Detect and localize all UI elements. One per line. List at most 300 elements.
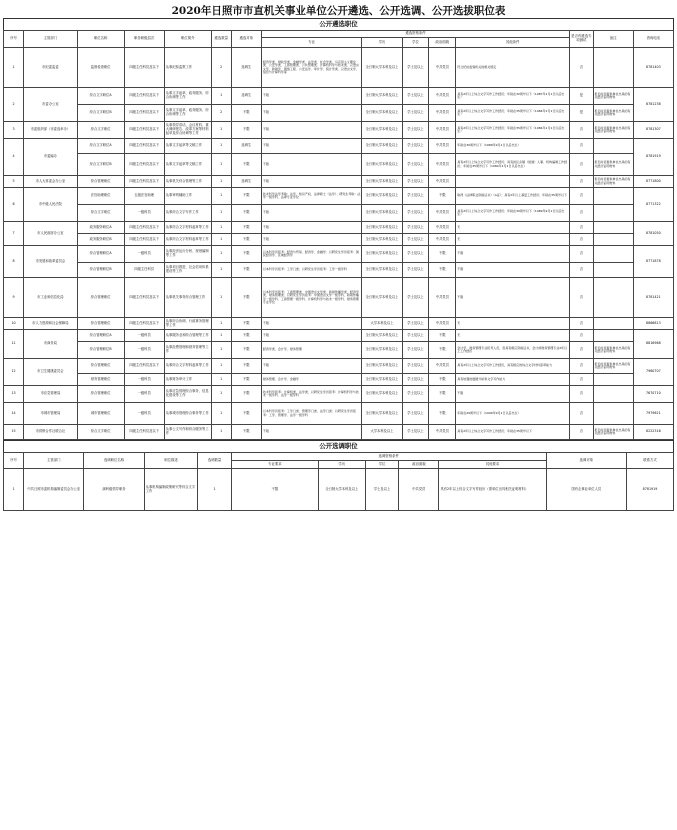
row-level: 四级主任科员及以下 (124, 176, 164, 188)
row-major: 不限 (261, 425, 362, 440)
row-count: 1 (211, 342, 231, 359)
row-degree: 学士及以上 (402, 246, 429, 263)
row-exam: 否 (570, 330, 593, 342)
row-count: 1 (211, 154, 231, 176)
row-other: 具有2年以上综合文字写作工作经历；年龄在35周岁以下（1984年1月1日以后出生） (456, 122, 570, 139)
row-political: 中共党员 (429, 105, 456, 122)
row-dept: 市应急管理局 (24, 386, 78, 403)
row-phone: 7979621 (633, 403, 673, 425)
row-edu: 全日制大学本科及以上 (362, 105, 402, 122)
row-exam: 否 (570, 342, 593, 359)
row-phone: 8781919 (633, 139, 673, 176)
row-dept: 市供销合作社联合社 (24, 425, 78, 440)
row-count: 1 (211, 246, 231, 263)
row-note: 报名时需提供单位出具的有关经历证明材料 (593, 122, 633, 139)
row-major: 不限 (261, 88, 362, 105)
row-political: 不限 (429, 263, 456, 278)
row-major: 经济学类、会计学、财务管理 (261, 342, 362, 359)
row-edu: 全日制大学本科及以上 (362, 188, 402, 205)
row-count: 1 (211, 222, 231, 234)
selection-table (3, 30, 674, 440)
row-edu: 全日制大学本科及以上 (362, 139, 402, 154)
row-count: 1 (211, 122, 231, 139)
row-note: 报名时需提供单位出具的有关经历证明材料 (593, 154, 633, 176)
row-count: 1 (211, 205, 231, 222)
row-political: 不限 (429, 246, 456, 263)
row-intro: 从事机关事务综合管理工作 (164, 278, 211, 318)
row-edu: 全日制大学本科及以上 (362, 263, 402, 278)
row-note (593, 318, 633, 330)
row-major: 不限 (261, 359, 362, 374)
row-level: 四级主任科员及以下 (124, 139, 164, 154)
t2-header-intro: 职位描述 (144, 453, 198, 469)
row-level: 四级主任科员及以下 (124, 425, 164, 440)
row-political: 中共党员 (429, 278, 456, 318)
row-note (593, 374, 633, 386)
table-row (4, 222, 674, 234)
header-position: 职位名称 (77, 31, 124, 48)
row-level: 四级主任科员及以下 (124, 359, 164, 374)
row-phone: 7960707 (633, 359, 673, 386)
row-level: 一级科员 (124, 374, 164, 386)
section-title-transfer: 公开选调职位 (3, 440, 674, 452)
row-level: 一级科员 (124, 205, 164, 222)
row-exam: 否 (570, 122, 593, 139)
row-edu: 全日制大学本科及以上 (362, 246, 402, 263)
row-level: 四级主任科员及以下 (124, 48, 164, 88)
row-political: 中共党员 (429, 139, 456, 154)
row-phone: 8866813 (633, 318, 673, 330)
row-object: 不限 (231, 222, 261, 234)
header-edu: 学历 (362, 38, 402, 48)
row-other: 具有较强的数据分析和文字写作能力 (456, 374, 570, 386)
row-phone: 8781421 (633, 278, 673, 318)
row-object: 不限 (231, 374, 261, 386)
row-dept: 市城市管理局 (24, 403, 78, 425)
row-dept: 市委组织部（市委选举办） (24, 122, 78, 139)
row-position: 综合管理职位 (77, 176, 124, 188)
row-no: 7 (4, 222, 24, 246)
row-other: 无 (456, 318, 570, 330)
row-intro: 从事公文写作和综合服务等工作 (164, 425, 211, 440)
row-intro: 从事文字起草、政务服务、综合协调等工作 (164, 105, 211, 122)
row-edu: 大学本科及以上 (362, 425, 402, 440)
row-intro: 从事综合文字材料起草等工作 (164, 222, 211, 234)
row-dept: 市中级人民法院 (24, 188, 78, 222)
row-other: 无 (456, 330, 570, 342)
header-other: 其他条件 (456, 38, 570, 48)
row-no: 10 (4, 318, 24, 330)
table-row (4, 176, 674, 188)
row-dept: 市委办公室 (24, 88, 78, 122)
row-exam: 否 (570, 188, 593, 205)
header-count: 遴选数量 (211, 31, 231, 48)
row-no: 3 (4, 122, 24, 139)
row-position: 法官助理职位 (77, 188, 124, 205)
row-dept: 市人力资源和社会保障局 (24, 318, 78, 330)
row-phone: 7670710 (633, 386, 673, 403)
row-phone: 8771800 (633, 176, 673, 188)
row-level: 一级科员 (124, 386, 164, 403)
row-other: 具有2年以上综合文字写作工作经历，具有相应的综合文字材料起草能力 (456, 359, 570, 374)
t2-row-edu: 全日制大学本科及以上 (318, 469, 365, 511)
row-major: 不限 (261, 234, 362, 246)
row-object: 不限 (231, 246, 261, 263)
row-exam: 否 (570, 234, 593, 246)
t2-header-phone: 联系方式 (627, 453, 674, 469)
row-position: 综合管理职位A (77, 330, 124, 342)
t2-header-conditions: 选调资格条件 (231, 453, 546, 461)
row-major: 不限 (261, 122, 362, 139)
row-object: 不限 (231, 386, 261, 403)
table-row (4, 374, 674, 386)
row-dept: 市纪委监委 (24, 48, 78, 88)
row-position: 综合文字职位B (77, 105, 124, 122)
t2-row-no: 1 (4, 469, 24, 511)
row-other: 符合纪检监察机关的相关规定 (456, 48, 570, 88)
row-major: 技术科学报考：计算机类、法学类；以研究生学历报考：计算机科学与技术一级学科、法学一级学科 (261, 386, 362, 403)
row-object: 不限 (231, 403, 261, 425)
row-degree: 学士及以上 (402, 48, 429, 88)
row-position: 监督检查职位 (77, 48, 124, 88)
row-no: 14 (4, 403, 24, 425)
row-level: 五级法官助理 (124, 188, 164, 205)
t2-header-dept: 主管部门 (24, 453, 84, 469)
row-position: 综合文字职位 (77, 205, 124, 222)
t2-row-count: 1 (198, 469, 232, 511)
row-object: 不限 (231, 342, 261, 359)
row-note (593, 234, 633, 246)
row-count: 1 (211, 278, 231, 318)
row-other: 不限 (456, 278, 570, 318)
row-degree: 学士及以上 (402, 359, 429, 374)
row-count: 1 (211, 403, 231, 425)
row-position: 综合管理职位 (77, 359, 124, 374)
row-object: 不限 (231, 263, 261, 278)
row-major: 不限 (261, 139, 362, 154)
row-political: 不限 (429, 403, 456, 425)
row-major: 不限 (261, 205, 362, 222)
header-object: 遴选对象 (231, 31, 261, 48)
row-position: 综合文字职位 (77, 425, 124, 440)
row-degree: 学士及以上 (402, 403, 429, 425)
row-other: 年龄在30周岁以下（1989年9月1日以后出生） (456, 139, 570, 154)
row-intro: 从事综合文字材料起草等工作 (164, 359, 211, 374)
row-phone: 8771878 (633, 246, 673, 278)
t2-row-dept: 中共日照市委机构编制委员会办公室 (24, 469, 84, 511)
row-other: 具有2年以上综合文字写作工作经历；年龄在30周岁以下（1989年9月1日以后出生） (456, 205, 570, 222)
row-exam: 否 (570, 359, 593, 374)
t2-row-object: 国有企事业单位人员 (546, 469, 626, 511)
row-political: 不限 (429, 330, 456, 342)
row-edu: 大学本科及以上 (362, 318, 402, 330)
row-exam: 否 (570, 154, 593, 176)
row-no: 12 (4, 359, 24, 386)
row-object: 选调生 (231, 176, 261, 188)
row-no: 1 (4, 48, 24, 88)
row-other (456, 176, 570, 188)
table-row (4, 246, 674, 263)
row-edu: 全日制大学本科及以上 (362, 359, 402, 374)
row-position: 综合文字职位B (77, 154, 124, 176)
row-degree: 学士及以上 (402, 188, 429, 205)
row-exam: 否 (570, 205, 593, 222)
row-count: 1 (211, 88, 231, 105)
selection-table-body (4, 48, 674, 440)
row-note (593, 222, 633, 234)
row-level: 四级主任科员及以下 (124, 122, 164, 139)
row-level: 一级科员 (124, 403, 164, 425)
row-note: 报名时需提供单位出具的有关经历证明材料 (593, 105, 633, 122)
table-row (4, 48, 674, 88)
row-major: 经济学类、财政学类、金融学类、法学类、社会学类、马克思主义理论类、公安学类、工商管理类、公共管理类、计算机科学与技术类、汉语言文学、新闻学、网络工程、公安法学、审计学、统计学类、汉语言文学、信息与计算科学等 (261, 48, 362, 88)
row-degree: 学士及以上 (402, 105, 429, 122)
row-edu: 全日制大学本科及以上 (362, 386, 402, 403)
row-object: 不限 (231, 205, 261, 222)
t2-header-object: 选调对象 (546, 453, 626, 469)
row-edu: 全日制大学本科及以上 (362, 374, 402, 386)
row-intro: 从事纪检监察工作 (164, 48, 211, 88)
row-edu: 全日制大学本科及以上 (362, 234, 402, 246)
row-other: 具有2年以上综合文字写作工作经历；年龄在32周岁以下（1987年1月1日以后出生） (456, 88, 570, 105)
table-row (4, 188, 674, 205)
row-note (593, 139, 633, 154)
row-exam: 是 (570, 105, 593, 122)
row-object: 选调生 (231, 139, 261, 154)
row-dept: 市发展和改革委员会 (24, 246, 78, 278)
row-position: 政务服务职位A (77, 222, 124, 234)
row-no: 9 (4, 278, 24, 318)
row-edu: 全日制大学本科及以上 (362, 403, 402, 425)
table-row (4, 88, 674, 105)
transfer-table (3, 452, 674, 511)
row-political: 中共党员 (429, 122, 456, 139)
row-count: 1 (211, 425, 231, 440)
row-position: 综合文字职位A (77, 88, 124, 105)
row-level: 四级主任科员及以下 (124, 318, 164, 330)
t2-header-position: 选调职位名称 (84, 453, 144, 469)
row-political: 中共党员 (429, 234, 456, 246)
row-level: 一级科员 (124, 330, 164, 342)
row-level: 四级主任科员及以下 (124, 105, 164, 122)
table-row (4, 105, 674, 122)
row-major: 以本科学历报考：经济与贸易、经济学、金融学；以研究生学历报考：国民经济学、区域经济学 (261, 246, 362, 263)
row-degree: 学士及以上 (402, 330, 429, 342)
header-exam: 是否有遴选专项测试 (570, 31, 593, 48)
row-intro: 从事经济运行分析、规划编制等工作 (164, 246, 211, 263)
row-other: 会计学、财务管理专业报考人员，需具有相应资格证书，会计或财务管理专业2年以上工作经历 (456, 342, 570, 359)
row-degree: 学士及以上 (402, 278, 429, 318)
row-exam: 是 (570, 88, 593, 105)
row-count: 2 (211, 48, 231, 88)
row-exam: 否 (570, 318, 593, 330)
row-major: 不限 (261, 154, 362, 176)
table-row (4, 403, 674, 425)
row-degree: 学士及以上 (402, 425, 429, 440)
row-political: 中共党员 (429, 205, 456, 222)
row-political: 不限 (429, 374, 456, 386)
row-major: 不限 (261, 318, 362, 330)
header-conditions: 遴选资格条件 (261, 31, 569, 38)
row-phone: 8781238 (633, 88, 673, 122)
row-intro: 从事领导讲话、会议材料、重大调研报告、改革方案等材料起草及综合协调等工作 (164, 122, 211, 139)
row-edu: 全日制大学本科及以上 (362, 205, 402, 222)
row-count: 1 (211, 234, 231, 246)
row-political: 中共党员 (429, 222, 456, 234)
row-edu: 全日制大学本科及以上 (362, 48, 402, 88)
row-object: 不限 (231, 188, 261, 205)
row-note: 报名时需提供单位出具的有关经历证明材料 (593, 88, 633, 105)
row-edu: 全日制大学本科及以上 (362, 342, 402, 359)
row-object: 选调生 (231, 48, 261, 88)
table-row (4, 139, 674, 154)
row-note (593, 246, 633, 263)
row-degree: 学士及以上 (402, 374, 429, 386)
row-other: 取得《法律职业资格证书》（A证）；具有2年以上基层工作经历；年龄在35周岁以下 (456, 188, 570, 205)
row-object: 不限 (231, 318, 261, 330)
row-phone: 8222316 (633, 425, 673, 440)
row-exam: 否 (570, 386, 593, 403)
row-position: 财务管理职位 (77, 374, 124, 386)
row-count: 1 (211, 386, 231, 403)
row-no: 2 (4, 88, 24, 122)
row-exam: 否 (570, 403, 593, 425)
row-other: 不限 (456, 386, 570, 403)
row-other: 无 (456, 234, 570, 246)
row-political: 中共党员 (429, 88, 456, 105)
row-phone: 8781307 (633, 122, 673, 139)
row-level: 一级科员 (124, 246, 164, 263)
row-exam: 否 (570, 263, 593, 278)
row-object: 不限 (231, 359, 261, 374)
row-no: 4 (4, 139, 24, 176)
row-intro: 从事应急管理综合事务、信息化建设等工作 (164, 386, 211, 403)
row-exam: 否 (570, 222, 593, 234)
row-exam: 否 (570, 176, 593, 188)
row-level: 四级主任科员 (124, 263, 164, 278)
table-row (4, 205, 674, 222)
row-intro: 从事机关综合管理等工作 (164, 176, 211, 188)
table-row (4, 122, 674, 139)
document-title: 2020年日照市市直机关事业单位公开遴选、公开选调、公开选拔职位表 (171, 5, 506, 17)
row-exam: 否 (570, 246, 593, 263)
header-political: 政治面貌 (429, 38, 456, 48)
row-count: 2 (211, 105, 231, 122)
row-intro: 从事城市管理综合事务等工作 (164, 403, 211, 425)
row-edu: 全日制大学本科及以上 (362, 88, 402, 105)
row-count: 1 (211, 139, 231, 154)
t2-header-other: 其他要求 (439, 461, 546, 469)
row-position: 综合文字职位A (77, 139, 124, 154)
row-position: 综合管理职位B (77, 342, 124, 359)
row-note (593, 403, 633, 425)
row-major: 不限 (261, 330, 362, 342)
row-degree: 学士及以上 (402, 234, 429, 246)
row-political: 中共党员 (429, 359, 456, 374)
row-level: 一级科员 (124, 342, 164, 359)
row-object: 不限 (231, 425, 261, 440)
row-political: 不限 (429, 342, 456, 359)
row-exam: 否 (570, 278, 593, 318)
row-no: 13 (4, 386, 24, 403)
row-political: 中共党员 (429, 176, 456, 188)
row-dept: 市卫生健康委员会 (24, 359, 78, 386)
table-row (4, 330, 674, 342)
row-phone: 8781050 (633, 222, 673, 246)
row-note (593, 278, 633, 318)
row-degree: 学士及以上 (402, 263, 429, 278)
header-note: 备注 (593, 31, 633, 48)
header-intro: 职位简介 (164, 31, 211, 48)
row-no: 11 (4, 330, 24, 359)
table-row (4, 318, 674, 330)
row-other: 不限 (456, 246, 570, 263)
row-major: 以本科学历报考：工商管理类、中国语言文学类、新闻传播学类、经济学类、财务管理类；以研究生学历报考：中国语言文学一级学科、新闻传播学一级学科、工商管理一级学科、计算机科学与技术一级学科、财务管理专业学位 (261, 278, 362, 318)
row-position: 城市管理职位 (77, 403, 124, 425)
row-phone: 8771322 (633, 188, 673, 222)
row-degree: 学士及以上 (402, 139, 429, 154)
row-note (593, 205, 633, 222)
row-intro: 从事服务业和综合管理等工作 (164, 330, 211, 342)
row-degree: 学士及以上 (402, 88, 429, 105)
row-level: 四级主任科员及以下 (124, 154, 164, 176)
t2-header-political: 政治面貌 (399, 461, 439, 469)
row-phone: 8781403 (633, 48, 673, 88)
table-row (4, 469, 674, 511)
row-level: 四级主任科员及以下 (124, 222, 164, 234)
table-row (4, 425, 674, 440)
row-political: 中共党员 (429, 48, 456, 88)
table-row (4, 234, 674, 246)
t2-row-pol: 中共党员 (399, 469, 439, 511)
row-degree: 学士及以上 (402, 122, 429, 139)
row-other: 具有2年以上综合文字写作工作经历；年龄在35周岁以下 (456, 425, 570, 440)
row-major: 以本科学历报考：工学门类、管理学门类、法学门类；以研究生学历报考：工学、管理学、法学一级学科 (261, 403, 362, 425)
table-row (4, 386, 674, 403)
row-political: 不限 (429, 188, 456, 205)
header-dept: 主管部门 (24, 31, 78, 48)
row-phone: 8816968 (633, 330, 673, 359)
row-intro: 从事文字起草、政务服务、综合协调等工作 (164, 88, 211, 105)
table-row (4, 263, 674, 278)
row-count: 1 (211, 374, 231, 386)
table-row (4, 154, 674, 176)
row-exam: 否 (570, 48, 593, 88)
row-intro: 从事综合文字写作工作 (164, 205, 211, 222)
t2-row-major: 不限 (231, 469, 318, 511)
row-count: 1 (211, 330, 231, 342)
row-position: 综合管理职位A (77, 246, 124, 263)
t2-row-degree: 学士及以上 (365, 469, 399, 511)
row-degree: 学士及以上 (402, 342, 429, 359)
row-dept: 市工业和信息化局 (24, 278, 78, 318)
t2-row-other: 具有2年以上综合文字写作经历（需单位出具相关证明材料） (439, 469, 546, 511)
row-exam: 否 (570, 425, 593, 440)
section-title-selection: 公开遴选职位 (3, 18, 674, 30)
header-phone: 咨询电话 (633, 31, 673, 48)
t2-row-phone: 8781919 (627, 469, 674, 511)
row-degree: 学士及以上 (402, 318, 429, 330)
table-row (4, 278, 674, 318)
row-major: 以本科学历报考：工学门类；以研究生学历报考：工学一级学科 (261, 263, 362, 278)
t2-header-no: 序号 (4, 453, 24, 469)
row-no: 15 (4, 425, 24, 440)
row-edu: 全日制大学本科及以上 (362, 222, 402, 234)
row-other: 具有2年以上综合文字写作工作经历；年龄在35周岁以下（1984年1月1日以后出生） (456, 105, 570, 122)
header-major: 专业 (261, 38, 362, 48)
row-other: 具有2年以上综合文字写作工作经历；具有担任乡镇（街道）人事、机构编制工作经历；年龄在35周岁以下（1984年1月1日以后出生） (456, 154, 570, 176)
row-no: 8 (4, 246, 24, 278)
